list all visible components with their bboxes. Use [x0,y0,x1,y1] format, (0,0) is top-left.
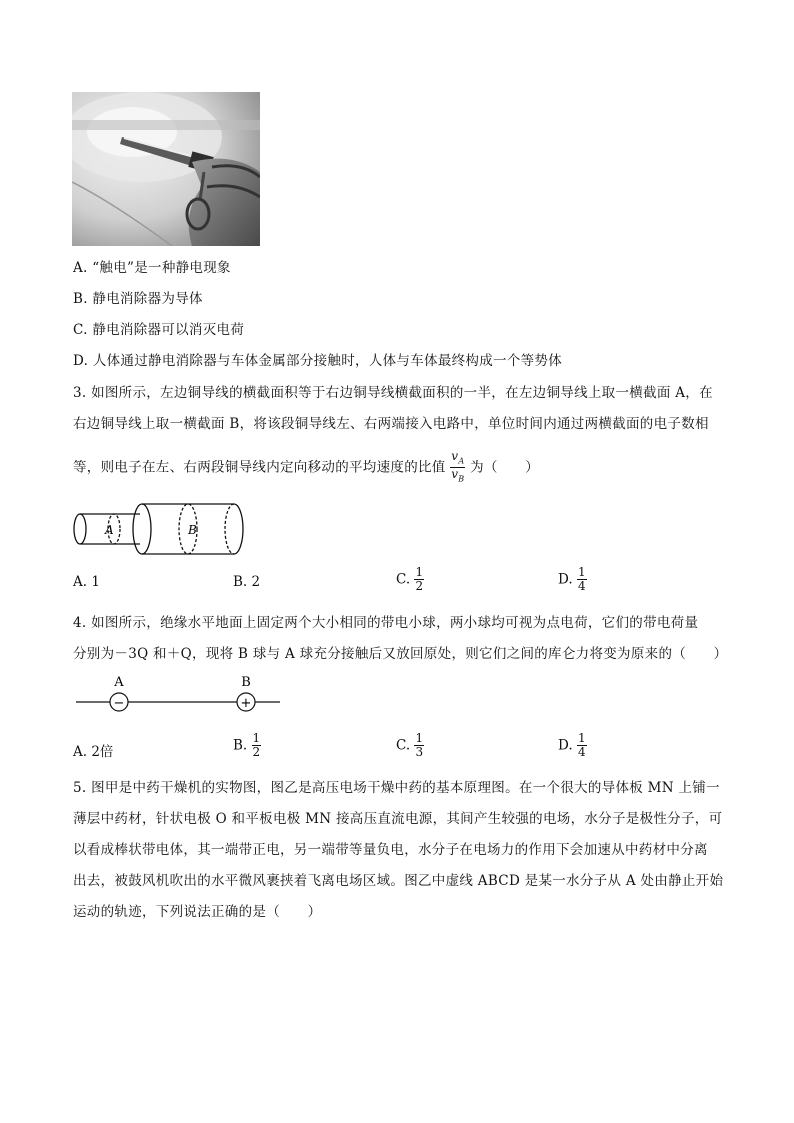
q3-option-a: A. 1 [73,574,100,590]
q3-conductor-figure [70,500,250,560]
q5-line-4: 出去，被鼓风机吹出的水平微风裹挟着飞离电场区域。图乙中虚线 ABCD 是某一水分子从 A 处由静止开始 [73,873,724,889]
q5-line-3: 以看成棒状带电体，其一端带正电，另一端带等量负电，水分子在电场力的作用下会加速从中药材中分离 [73,842,708,858]
q3-line-3-pre: 等，则电子在左、右两段铜导线内定向移动的平均速度的比值 [73,459,446,476]
q3-option-c: C. $\frac{1}{2}$ [396,565,424,593]
q4-option-d: D. $\frac{1}{4}$ [558,731,586,759]
q5-line-2: 薄层中药材，针状电极 O 和平板电极 MN 接高压直流电源，其间产生较强的电场，水分子是极性分子，可 [73,811,723,827]
q2-option-a: A. “触电”是一种静电现象 [73,260,231,276]
q2-option-c: C. 静电消除器可以消灭电荷 [73,322,245,338]
q4-charges-figure [74,672,284,716]
q4-option-a: A. 2倍 [73,744,114,760]
q3-line-3 [73,450,539,486]
q3-option-d: D. $\frac{1}{4}$ [558,565,586,593]
q3-velocity-ratio: $\frac{v_A}{v_B}$ [451,449,465,484]
q4-line-2: 分别为－3Q 和＋Q，现将 B 球与 A 球充分接触后又放回原处，则它们之间的库仑力将变为原来的（ ） [73,646,728,662]
q4-option-c: C. $\frac{1}{3}$ [396,731,424,759]
q2-option-d: D. 人体通过静电消除器与车体金属部分接触时，人体与车体最终构成一个等势体 [73,353,563,369]
q5-line-5: 运动的轨迹，下列说法正确的是（ ） [73,904,322,920]
q4-ball-a-sign: − [113,696,125,711]
q3-line-3-post: 为（ ） [470,459,540,476]
q4-ball-a-label: A [114,675,124,690]
q3-line-1: 3. 如图所示，左边铜导线的横截面积等于右边铜导线横截面积的一半，在左边铜导线上取一横截面 A，在 [73,385,713,401]
q3-line-2: 右边铜导线上取一横截面 B，将该段铜导线左、右两端接入电路中，单位时间内通过两横截面的电子数相 [73,416,709,432]
q4-option-b: B. $\frac{1}{2}$ [233,731,261,759]
q4-ball-b-sign: + [240,696,252,711]
q3-option-b: B. 2 [233,574,261,590]
q3-section-a-label: A [105,523,114,537]
q4-ball-b-label: B [241,675,251,690]
q3-section-b-label: B [188,523,197,537]
q4-line-1: 4. 如图所示，绝缘水平地面上固定两个大小相同的带电小球，两小球均可视为点电荷，它们的带电荷量 [73,615,699,631]
q5-line-1: 5. 图甲是中药干燥机的实物图，图乙是高压电场干燥中药的基本原理图。在一个很大的导体板 MN 上铺一 [73,780,720,796]
q2-option-b: B. 静电消除器为导体 [73,291,203,307]
static-eliminator-photo [72,92,260,246]
